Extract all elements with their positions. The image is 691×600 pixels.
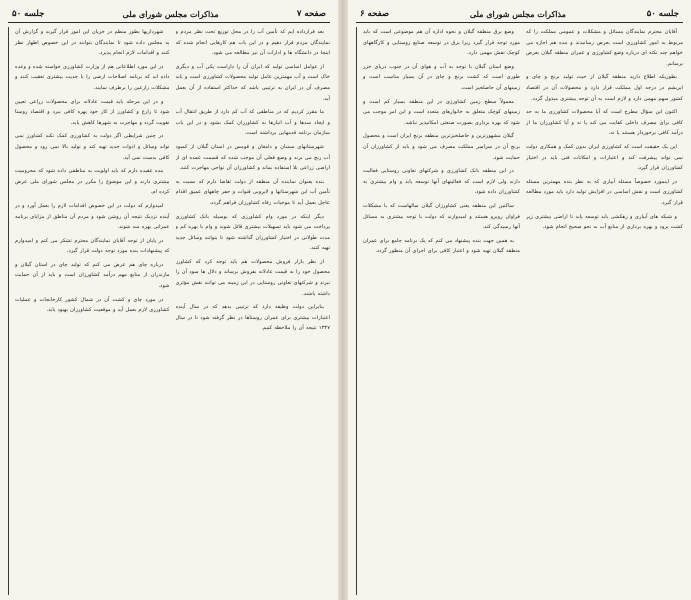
- paragraph: بنابراین دولت وظیفه دارد که ترتیبی بدهد که در سال آینده اعتبارات بیشتری برای عمران روستاها در نظر گرفته شود تا در سال ۱۳۴۷ نتیجه آن را ملاحظه کنیم.: [175, 304, 330, 332]
- left-page-right-column: [176, 27, 331, 595]
- paragraph: و در این مرحله باید قیمت عادلانه برای محصولات زراعی تعیین شود تا زارع و کشاورز از کار خود بهره کافی ببرد و اقتصاد روستا تقویت گردد و مهاجرت به شهرها کاهش یابد.: [15, 98, 170, 126]
- paragraph: اکنون این سؤال مطرح است که آیا محصولات کشاورزی ما به حد کافی برای مصرف داخلی کفایت می کند یا نه و آیا کشاورزان ما از درآمد کافی برخوردار هستند یا نه.: [526, 109, 683, 137]
- paragraph: از نظر بازار فروش محصولات هم باید توجه کرد که کشاورز محصول خود را به قیمت عادلانه بفروش برساند و دلال ها سود آن را نبرند و شرکتهای تعاونی روستایی در این زمینه می توانند نقش مؤثری داشته باشند.: [175, 258, 330, 297]
- paragraph: در چنین شرایطی اگر دولت به کشاورزی کمک نکند کشاورز نمی تواند وسائل و ادوات جدید تهیه کند و تولید بالا نمی رود و محصول کافی بدست نمی آید.: [15, 133, 170, 161]
- paragraph: وضع استان گیلان با توجه به آب و هوای آن در جنوب دریای خزر طوری است که کشت برنج و چای در آن بسیار مناسب است و زمینهای آن حاصلخیز است.: [363, 63, 520, 91]
- paragraph: در پایان از توجه آقایان نمایندگان محترم تشکر می کنم و امیدوارم که پیشنهادات بنده مورد توجه دولت قرار گیرد.: [15, 237, 170, 255]
- paragraph: ساکنین این منطقه یعنی کشاورزان گیلان سالهاست که با مشکلات فراوان روبرو هستند و امیدوارند که دولت با توجه بیشتری به مسائل آنها رسیدگی کند.: [363, 202, 520, 231]
- paragraph: از عوامل اساسی تولید که ایران آن را داراست یکی آب و دیگری خاک است و آب مهمترین عامل تولید محصولات کشاورزی است و باید مصرف آن در ایران به ترتیبی باشد که حداکثر استفاده از آن بعمل آید.: [175, 63, 330, 102]
- paragraph: امیدوارم که دولت در این خصوص اقدامات لازم را بعمل آورد و در آینده نزدیک نتیجه آن روشن شود و مردم آن مناطق از مزایای برنامه عمرانی بهره مند شوند.: [15, 202, 170, 231]
- right-page-header: [356, 6, 683, 23]
- left-page-columns: [8, 27, 330, 595]
- paragraph: شهرداریها بطور منظم در جریان این امور قرار گیرند و گزارش آن به مجلس داده شود تا نمایندگان بتوانند در این خصوص اظهار نظر کنند و اقدامات لازم انجام پذیرد.: [15, 29, 170, 57]
- paragraph: گیلان مشهورترین و حاصلخیزترین منطقه برنج ایران است و محصول برنج آن در سراسر مملکت مصرف می شود و باید از کشاورزان آن حمایت شود.: [363, 133, 520, 161]
- paragraph: به همین جهت بنده پیشنهاد می کنم که یک برنامه جامع برای عمران منطقه گیلان تهیه شود و اعتبار کافی برای اجرای آن منظور گردد.: [363, 237, 520, 255]
- left-page-title: مذاکرات مجلس شورای ملی: [122, 9, 219, 19]
- paragraph: در اینمورد خصوصاً مسئله آبیاری که به نظر بنده مهمترین مسئله کشاورزی است و نقش اساسی در افزایش تولید دارد باید مورد مطالعه قرار گیرد.: [526, 178, 683, 206]
- paragraph: این یک حقیقت است که کشاورزی ایران بدون کمک و همکاری دولت نمی تواند پیشرفت کند و اعتبارات و امکانات فنی باید در اختیار کشاورزان قرار گیرد.: [526, 143, 683, 172]
- left-page-left-column: [8, 27, 170, 595]
- left-page-header: [8, 6, 330, 23]
- right-page-columns: [356, 27, 683, 595]
- paragraph: معمولاً سطح زمین کشاورزی در این منطقه بسیار کم است و زمینهای کوچک متعلق به خانوارهای متعدد است و این امر موجب می شود که بهره برداری بصورت صنعتی امکانپذیر نباشد.: [363, 98, 520, 126]
- left-page: [0, 0, 338, 600]
- paragraph: و شبکه های آبیاری و زهکشی باید توسعه یابد تا اراضی بیشتری زیر کشت برود و بهره برداری از منابع آب به نحو صحیح انجام شود.: [526, 213, 683, 231]
- paragraph: درباره چای هم عرض می کنم که تولید چای در استان گیلان و مازندران از منابع مهم درآمد کشاورزان است و باید از آن حمایت شود.: [15, 261, 170, 290]
- right-page-session: جلسه ۵۰: [646, 9, 679, 19]
- right-page-right-column: [526, 27, 683, 595]
- paragraph: بطوریکه اطلاع دارید منطقه گیلان از حیث تولید برنج و چای و ابریشم در درجه اول مملکت قرار دارد و محصولات آن در اقتصاد کشور سهم مهمی دارد و لازم است به آن توجه بیشتری مبذول گردد.: [526, 74, 683, 102]
- paragraph: در مورد چای و کشت آن در شمال کشور کارخانجات و عملیات کشاورزی لازم بعمل آید و موقعیت کشاورزان بهبود یابد.: [15, 296, 170, 314]
- right-page-title: مذاکرات مجلس شورای ملی: [469, 9, 566, 19]
- paragraph: وضع برق منطقه گیلان و نحوه اداره آن هم موضوعی است که باید مورد توجه قرار گیرد زیرا برق در توسعه صنایع روستایی و کارگاههای کوچک نقش مهمی دارد.: [363, 29, 520, 57]
- left-page-number: صفحه ۷: [296, 9, 326, 19]
- paragraph: در این مورد اطلاعاتی هم از وزارت کشاورزی خواسته شده و وعده داده اند که برنامه اصلاحات ارضی را با جدیت بیشتری تعقیب کنند و مشکلات زارعین را برطرف نمایند.: [15, 63, 170, 91]
- paragraph: بعد قرارداده ایم که تأمین آب را در محل توزیع تحت نظر مردم و نمایندگان مردم قرار دهیم و در این باب هم کارهایی انجام شده که اینجا در دانشگاه ها و ادارات آن نیز مطالعه می شود.: [175, 29, 330, 57]
- right-page-left-column: [356, 27, 520, 595]
- paragraph: بنده عقیده دارم که باید اولویت به مناطقی داده شود که محرومیت بیشتری دارند و این موضوع را مکرر در مجلس شورای ملی عرض کرده ام.: [15, 168, 170, 196]
- paragraph: در این منطقه بانک کشاورزی و شرکتهای تعاونی روستایی فعالیت دارند ولی لازم است که فعالیتهای آنها توسعه یابد و وام بیشتری به کشاورزان داده شود.: [363, 168, 520, 196]
- paragraph: ما مقرر کردیم که در مناطقی که آب کم دارد از طریق انتقال آب و ایجاد سدها و آب انبارها به کشاورزان کمک بشود و در این باب سازمان برنامه قدمهایی برداشته است.: [175, 109, 330, 137]
- right-page: [348, 0, 691, 600]
- paragraph: بنده بعنوان نماینده آن منطقه از دولت تقاضا دارم که نسبت به تأمین آب این شهرستانها و لایروبی قنوات و حفر چاههای عمیق اقدام عاجل بعمل آید تا موجبات رفاه کشاورزان فراهم گردد.: [175, 178, 330, 206]
- paragraph: دیگر اینکه در مورد وام کشاورزی که بوسیله بانک کشاورزی پرداخت می شود باید تسهیلات بیشتری قائل شوند و وام با بهره کم و مدت طولانی در اختیار کشاورزان گذاشته شود تا بتوانند وسائل جدید تهیه کنند.: [175, 213, 330, 252]
- page-gutter: [338, 0, 348, 600]
- right-page-number: صفحه ۶: [360, 9, 390, 19]
- paragraph: شهرستانهای سمنان و دامغان و قومس در استان گیلان از کمبود آب رنج می برند و وضع فعلی آن موجب شده که قسمت عمده ای از اراضی زراعی بلا استفاده بماند و کشاورزان آن نواحی مهاجرت کنند.: [175, 143, 330, 172]
- left-page-session: جلسه ۵۰: [12, 9, 45, 19]
- paragraph: آقایان محترم نمایندگان مسائل و مشکلات و عمومی مملکت را که مربوط به امور کشاورزی است بعرض رسانیدند و بنده هم اجازه می خواهم چند نکته ای درباره وضع کشاورزی و عمران منطقه گیلان بعرض برسانم.: [526, 29, 683, 67]
